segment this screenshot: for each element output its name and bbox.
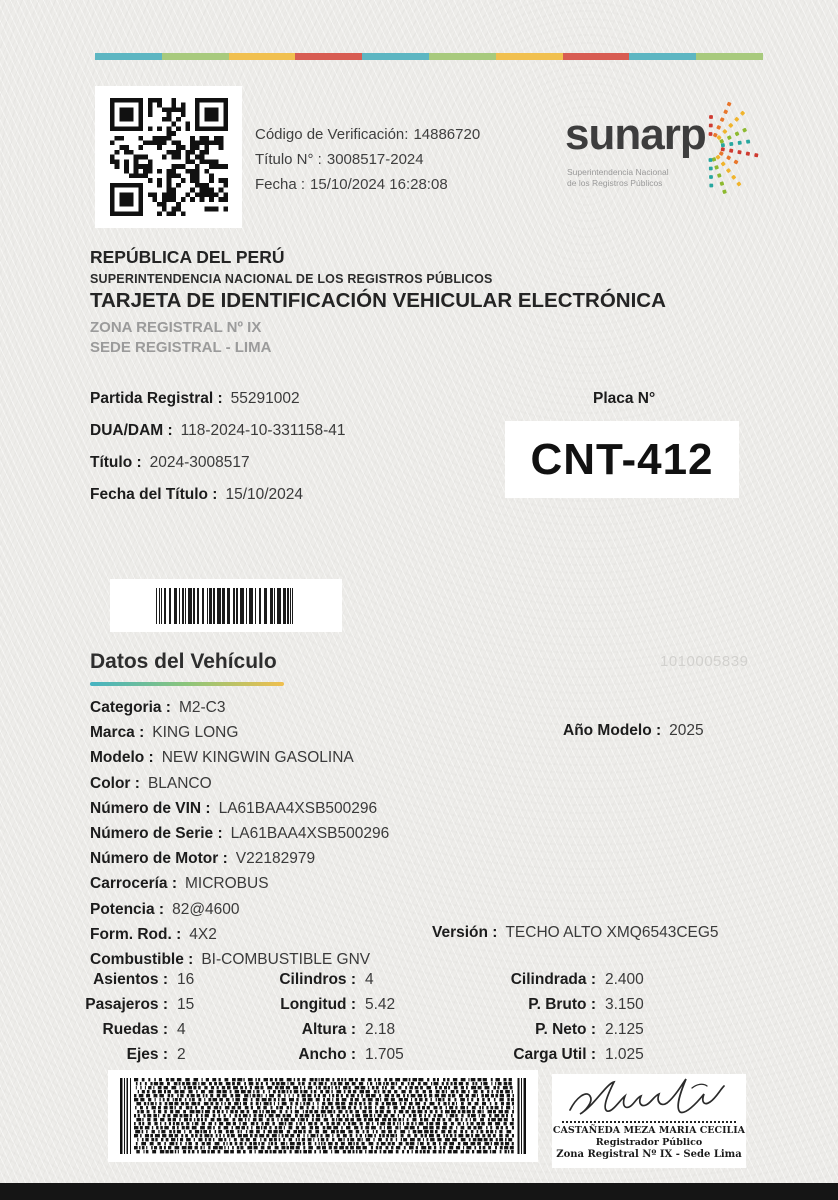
barcode-1d xyxy=(156,588,296,624)
zona-registral: ZONA REGISTRAL Nº IX xyxy=(90,319,262,336)
placa-number: CNT-412 xyxy=(530,434,714,484)
color-bar-segment xyxy=(162,53,229,60)
field-ancho: Ancho : 1.705 xyxy=(298,1046,404,1063)
field-cilindrada: Cilindrada : 2.400 xyxy=(510,971,644,988)
field-titulo: Título : 2024-3008517 xyxy=(90,454,250,471)
country-title: REPÚBLICA DEL PERÚ xyxy=(90,247,285,267)
field-numero-serie: Número de Serie : LA61BAA4XSB500296 xyxy=(90,824,390,842)
field-potencia: Potencia : 82@4600 xyxy=(90,900,240,918)
document-title: TARJETA DE IDENTIFICACIÓN VEHICULAR ELECTRÓNICA xyxy=(90,289,666,312)
color-bar-segment xyxy=(563,53,630,60)
registrar-zone: Zona Registral Nº IX - Sede Lima xyxy=(556,1149,742,1160)
watermark-number: 1010005839 xyxy=(660,653,749,670)
qr-code-box xyxy=(95,86,242,228)
fecha-label: Fecha : xyxy=(255,176,306,193)
pdf417-barcode-box xyxy=(108,1070,538,1162)
titulo-number-label: Título N° : xyxy=(255,151,322,168)
color-bar-segment xyxy=(95,53,162,60)
field-ruedas: Ruedas : 4 xyxy=(102,1021,186,1038)
barcode-2d xyxy=(120,1078,526,1154)
sunarp-tagline-line1: Superintendencia Nacional xyxy=(567,167,669,177)
vehicle-fields xyxy=(90,698,389,975)
signature-divider xyxy=(562,1121,736,1123)
color-bar-segment xyxy=(496,53,563,60)
titulo-number-value: 3008517-2024 xyxy=(326,151,424,168)
stats-column-3 xyxy=(470,970,644,1070)
color-bar-segment xyxy=(429,53,496,60)
verification-code-label: Código de Verificación: xyxy=(255,126,409,143)
field-numero-motor: Número de Motor : V22182979 xyxy=(90,850,316,868)
field-marca: Marca : KING LONG xyxy=(90,724,239,742)
registrar-name: CASTAÑEDA MEZA MARIA CECILIA xyxy=(552,1125,746,1136)
stats-column-1 xyxy=(60,970,194,1070)
sunarp-starburst-icon xyxy=(672,85,762,217)
registry-fields xyxy=(90,388,346,516)
sunarp-logo xyxy=(560,85,760,220)
signature-text xyxy=(552,1125,746,1161)
sunarp-tagline-line2: de los Registros Públicos xyxy=(567,178,663,188)
verification-block xyxy=(255,122,485,197)
titulo-number-line xyxy=(255,147,485,172)
verification-code-value: 14886720 xyxy=(413,126,481,143)
signature-icon xyxy=(564,1074,734,1122)
stats-column-2 xyxy=(248,970,404,1070)
verification-code-line xyxy=(255,122,485,147)
barcode-box xyxy=(110,579,342,632)
color-bar-segment xyxy=(295,53,362,60)
sunarp-wordmark: sunarp xyxy=(565,110,706,159)
sede-registral: SEDE REGISTRAL - LIMA xyxy=(90,339,272,356)
field-categoria: Categoria : M2-C3 xyxy=(90,699,226,716)
color-bar-segment xyxy=(629,53,696,60)
field-version: Versión : TECHO ALTO XMQ6543CEG5 xyxy=(432,924,719,941)
placa-box xyxy=(505,421,739,498)
sunarp-tagline xyxy=(567,167,669,189)
registrar-role: Registrador Público xyxy=(595,1137,703,1148)
field-peso-bruto: P. Bruto : 3.150 xyxy=(528,996,644,1013)
field-longitud: Longitud : 5.42 xyxy=(280,996,396,1013)
section-underline xyxy=(90,682,284,686)
institution-title: SUPERINTENDENCIA NACIONAL DE LOS REGISTROS PÚBLICOS xyxy=(90,272,493,286)
field-pasajeros: Pasajeros : 15 xyxy=(85,996,195,1013)
field-peso-neto: P. Neto : 2.125 xyxy=(535,1021,644,1038)
qr-code xyxy=(110,98,228,216)
field-color: Color : BLANCO xyxy=(90,774,212,792)
field-numero-vin: Número de VIN : LA61BAA4XSB500296 xyxy=(90,799,378,817)
decorative-color-bar xyxy=(95,53,763,60)
field-modelo: Modelo : NEW KINGWIN GASOLINA xyxy=(90,749,354,767)
color-bar-segment xyxy=(696,53,763,60)
field-form-rod: Form. Rod. : 4X2 xyxy=(90,925,217,943)
field-carroceria: Carrocería : MICROBUS xyxy=(90,875,269,893)
field-cilindros: Cilindros : 4 xyxy=(279,971,374,988)
fecha-line xyxy=(255,172,485,197)
field-partida-registral: Partida Registral : 55291002 xyxy=(90,390,300,407)
field-combustible: Combustible : BI-COMBUSTIBLE GNV xyxy=(90,950,371,968)
field-carga-util: Carga Util : 1.025 xyxy=(513,1046,644,1063)
field-fecha-titulo: Fecha del Título : 15/10/2024 xyxy=(90,486,304,503)
signature-box xyxy=(552,1074,746,1168)
fecha-value: 15/10/2024 16:28:08 xyxy=(310,176,448,193)
field-asientos: Asientos : 16 xyxy=(93,971,195,988)
color-bar-segment xyxy=(362,53,429,60)
section-title-datos-vehiculo: Datos del Vehículo xyxy=(90,650,277,673)
footer-black-bar xyxy=(0,1183,838,1200)
color-bar-segment xyxy=(229,53,296,60)
field-ejes: Ejes : 2 xyxy=(126,1046,186,1063)
placa-label: Placa N° xyxy=(593,390,656,407)
field-ano-modelo: Año Modelo : 2025 xyxy=(563,722,704,739)
field-dua-dam: DUA/DAM : 118-2024-10-331158-41 xyxy=(90,422,346,439)
field-altura: Altura : 2.18 xyxy=(301,1021,396,1038)
